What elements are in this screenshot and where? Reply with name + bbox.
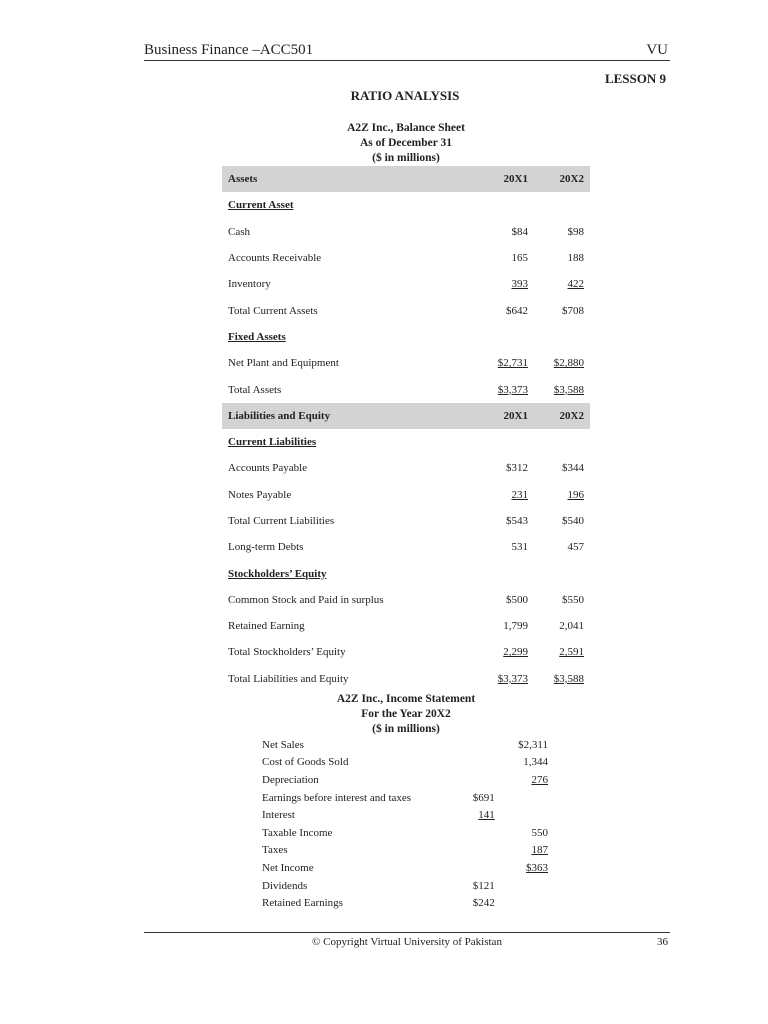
inner-column-cell — [457, 806, 494, 824]
value-20x2-cell — [532, 166, 590, 192]
value-20x1: $3,373 — [497, 383, 528, 396]
value-20x1-cell — [458, 192, 532, 218]
outer-column-cell — [495, 771, 554, 789]
row-label: Notes Payable — [228, 488, 292, 501]
value-20x1: 20X1 — [503, 409, 528, 422]
income-statement-row — [262, 754, 554, 772]
outer-column-value: 1,344 — [523, 756, 548, 769]
value-20x1: $3,373 — [497, 672, 528, 685]
value-20x1: 165 — [511, 252, 528, 265]
balance-sheet-section-row — [222, 560, 590, 586]
value-20x1-cell — [458, 324, 532, 350]
course-title: Business Finance –ACC501 — [144, 42, 314, 58]
outer-column-cell — [495, 877, 554, 895]
balance-sheet-title-line: As of December 31 — [359, 137, 453, 149]
balance-sheet-title — [222, 121, 590, 166]
value-20x2-cell — [532, 245, 590, 271]
inner-column-cell — [457, 736, 494, 754]
value-20x1: 393 — [511, 278, 528, 291]
value-20x1-cell — [458, 666, 532, 692]
balance-sheet-section-row — [222, 429, 590, 455]
row-label: Long-term Debts — [228, 541, 304, 554]
value-20x1-cell — [458, 455, 532, 481]
copyright-notice: © Copyright Virtual University of Pakistan — [312, 936, 502, 948]
value-20x1: $84 — [511, 225, 528, 238]
row-label: Total Liabilities and Equity — [228, 672, 349, 685]
balance-sheet-row — [222, 297, 590, 323]
row-label: Liabilities and Equity — [222, 403, 458, 429]
value-20x1-cell — [458, 560, 532, 586]
row-label: Net Plant and Equipment — [228, 357, 339, 370]
row-label: Cost of Goods Sold — [262, 756, 349, 769]
row-label: Dividends — [262, 879, 308, 892]
value-20x1-cell — [458, 587, 532, 613]
income-statement-row — [262, 736, 554, 754]
value-20x1-cell — [458, 350, 532, 376]
value-20x2: $344 — [562, 462, 584, 475]
outer-column-cell — [495, 894, 554, 912]
value-20x1-cell — [458, 403, 532, 429]
income-statement-row — [262, 894, 554, 912]
value-20x2-cell — [532, 297, 590, 323]
inner-column-cell — [457, 894, 494, 912]
value-20x2-cell — [532, 508, 590, 534]
income-statement-row — [262, 859, 554, 877]
row-label: Current Asset — [228, 199, 294, 212]
value-20x1: $500 — [506, 593, 528, 606]
row-label: Current Liabilities — [228, 436, 317, 449]
income-statement-row — [262, 789, 554, 807]
value-20x2: $3,588 — [553, 672, 584, 685]
value-20x2: 2,041 — [559, 620, 584, 633]
income-statement-row — [262, 842, 554, 860]
row-label: Assets — [222, 166, 458, 192]
income-statement-title-line: For the Year 20X2 — [361, 708, 451, 720]
balance-sheet-table — [222, 166, 590, 692]
value-20x1: $2,731 — [497, 357, 528, 370]
value-20x1: 1,799 — [503, 620, 528, 633]
balance-sheet-row — [222, 455, 590, 481]
value-20x2-cell — [532, 587, 590, 613]
value-20x2-cell — [532, 666, 590, 692]
value-20x1: $543 — [506, 515, 528, 527]
value-20x1: $642 — [506, 304, 528, 317]
row-label: Taxes — [262, 844, 288, 857]
value-20x2-cell — [532, 350, 590, 376]
outer-column-cell — [495, 736, 554, 754]
value-20x2-cell — [532, 534, 590, 560]
value-20x1-cell — [458, 613, 532, 639]
balance-sheet-row — [222, 219, 590, 245]
inner-column-value: $691 — [472, 791, 495, 804]
outer-column-cell — [495, 859, 554, 877]
balance-sheet-row — [222, 613, 590, 639]
value-20x2: $550 — [562, 593, 584, 606]
row-label: Net Income — [262, 861, 314, 874]
value-20x2: $2,880 — [553, 357, 584, 370]
row-label: Retained Earning — [228, 620, 305, 633]
page-number: 36 — [657, 936, 668, 948]
value-20x2-cell — [532, 613, 590, 639]
balance-sheet-row — [222, 482, 590, 508]
income-statement-row — [262, 771, 554, 789]
row-label: Taxable Income — [262, 826, 333, 839]
value-20x1-cell — [458, 219, 532, 245]
inner-column-cell — [457, 824, 494, 842]
value-20x2: 20X2 — [559, 409, 584, 422]
row-label: Common Stock and Paid in surplus — [228, 593, 384, 606]
outer-column-value: 276 — [531, 773, 548, 786]
row-label: Fixed Assets — [228, 330, 286, 343]
balance-sheet-title-line: ($ in millions) — [372, 152, 440, 164]
document-title: RATIO ANALYSIS — [350, 88, 460, 103]
balance-sheet-row — [222, 245, 590, 271]
value-20x1-cell — [458, 639, 532, 665]
balance-sheet-section-row — [222, 192, 590, 218]
value-20x1-cell — [458, 482, 532, 508]
row-label: Stockholders’ Equity — [228, 567, 327, 580]
row-label: Inventory — [228, 278, 271, 291]
outer-column-value: 187 — [531, 844, 548, 857]
row-label: Total Stockholders’ Equity — [228, 646, 346, 659]
row-label: Interest — [262, 809, 295, 822]
value-20x2-cell — [532, 271, 590, 297]
value-20x2-cell — [532, 455, 590, 481]
income-statement-row — [262, 806, 554, 824]
income-statement-title-line: A2Z Inc., Income Statement — [336, 693, 476, 705]
inner-column-cell — [457, 842, 494, 860]
value-20x1: 531 — [511, 541, 528, 554]
outer-column-value: $2,311 — [518, 738, 548, 751]
value-20x2-cell — [532, 429, 590, 455]
row-label: Net Sales — [262, 738, 304, 751]
value-20x2: 2,591 — [559, 646, 584, 659]
income-statement-title-line: ($ in millions) — [372, 723, 440, 735]
lesson-label: LESSON 9 — [604, 71, 666, 86]
value-20x2-cell — [532, 639, 590, 665]
outer-column-value: 550 — [531, 826, 548, 839]
row-label: Total Current Assets — [228, 304, 318, 317]
value-20x1-cell — [458, 376, 532, 402]
value-20x2: 196 — [567, 488, 584, 501]
value-20x1: 231 — [511, 488, 528, 501]
value-20x2-cell — [532, 192, 590, 218]
outer-column-cell — [495, 789, 554, 807]
income-statement-table — [262, 736, 554, 912]
row-label: Earnings before interest and taxes — [262, 791, 412, 804]
inner-column-cell — [457, 877, 494, 895]
balance-sheet-row — [222, 534, 590, 560]
balance-sheet-row — [222, 587, 590, 613]
row-label: Depreciation — [262, 773, 319, 786]
outer-column-value: $363 — [526, 861, 548, 874]
value-20x1: $312 — [506, 462, 528, 475]
value-20x2-cell — [532, 560, 590, 586]
inner-column-cell — [457, 859, 494, 877]
value-20x2-cell — [532, 324, 590, 350]
value-20x2: 457 — [567, 541, 584, 554]
outer-column-cell — [495, 824, 554, 842]
balance-sheet-row — [222, 639, 590, 665]
value-20x1-cell — [458, 508, 532, 534]
value-20x1-cell — [458, 271, 532, 297]
inner-column-value: $121 — [472, 879, 495, 892]
balance-sheet-row — [222, 508, 590, 534]
university-abbr: VU — [646, 42, 668, 58]
value-20x2-cell — [532, 376, 590, 402]
balance-sheet-row — [222, 666, 590, 692]
value-20x2: $98 — [567, 225, 584, 238]
value-20x2-cell — [532, 219, 590, 245]
balance-sheet-section-row — [222, 324, 590, 350]
row-label: Total Assets — [228, 383, 282, 396]
value-20x2: $540 — [562, 515, 584, 527]
income-statement-row — [262, 877, 554, 895]
page-footer — [144, 932, 670, 953]
inner-column-value: $242 — [472, 897, 495, 910]
row-label: Retained Earnings — [262, 897, 343, 910]
balance-sheet-row — [222, 376, 590, 402]
value-20x2: $708 — [562, 304, 584, 317]
value-20x1-cell — [458, 245, 532, 271]
value-20x2: 422 — [567, 278, 584, 291]
inner-column-cell — [457, 771, 494, 789]
value-20x1-cell — [458, 534, 532, 560]
income-statement-title — [222, 692, 590, 737]
inner-column-cell — [457, 754, 494, 772]
balance-sheet-row — [222, 350, 590, 376]
inner-column-value: 141 — [478, 809, 495, 822]
value-20x1: 2,299 — [503, 646, 528, 659]
value-20x1-cell — [458, 429, 532, 455]
value-20x2: $3,588 — [553, 383, 584, 396]
value-20x2: 20X2 — [559, 173, 584, 186]
balance-sheet-title-line: A2Z Inc., Balance Sheet — [347, 122, 465, 134]
balance-sheet-row — [222, 271, 590, 297]
value-20x1: 20X1 — [503, 173, 528, 186]
page-header — [144, 40, 670, 61]
value-20x1-cell — [458, 166, 532, 192]
value-20x2-cell — [532, 403, 590, 429]
income-statement-row — [262, 824, 554, 842]
row-label: Total Current Liabilities — [228, 515, 335, 527]
row-label: Cash — [228, 225, 250, 238]
outer-column-cell — [495, 806, 554, 824]
outer-column-cell — [495, 754, 554, 772]
value-20x1-cell — [458, 297, 532, 323]
row-label: Accounts Receivable — [228, 252, 322, 265]
row-label: Accounts Payable — [228, 462, 308, 475]
balance-sheet-header-row — [222, 403, 590, 429]
outer-column-cell — [495, 842, 554, 860]
balance-sheet-header-row — [222, 166, 590, 192]
value-20x2-cell — [532, 482, 590, 508]
inner-column-cell — [457, 789, 494, 807]
value-20x2: 188 — [567, 252, 584, 265]
